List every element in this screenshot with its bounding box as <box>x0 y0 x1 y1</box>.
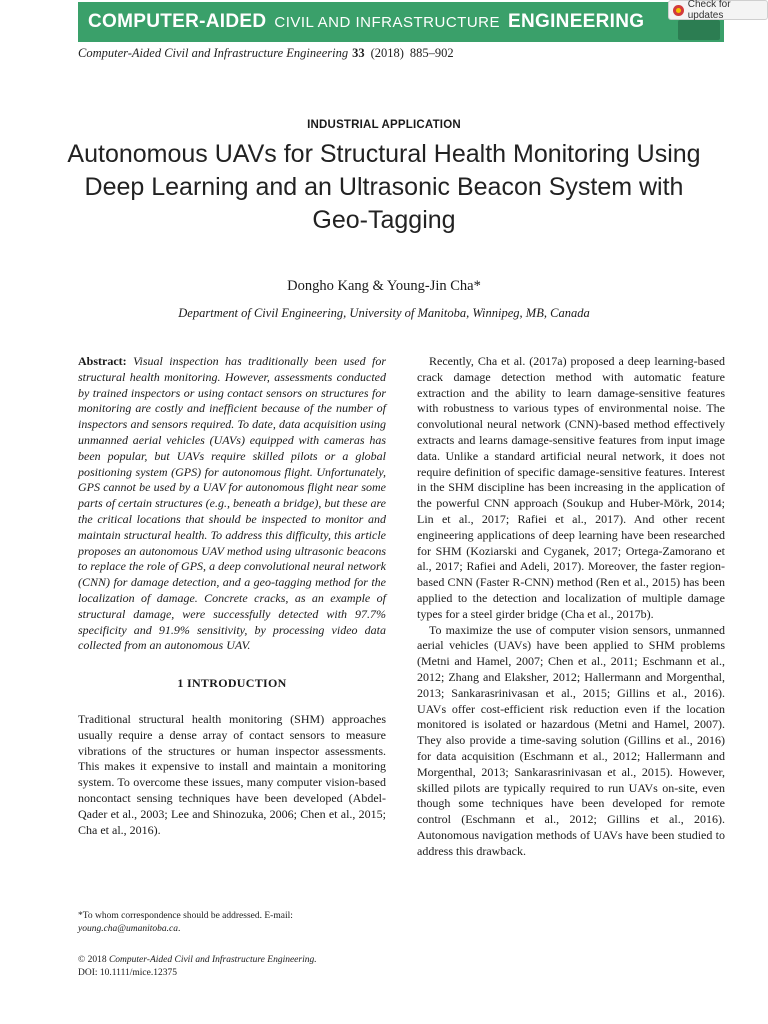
footnote-text: *To whom correspondence should be addressed. E-mail: <box>78 911 293 921</box>
correspondence-email[interactable]: young.cha@umanitoba.ca <box>78 924 179 934</box>
copyright-block <box>78 954 398 980</box>
banner-title-part2: CIVIL AND INFRASTRUCTURE <box>274 13 501 31</box>
doi-line[interactable]: DOI: 10.1111/mice.12375 <box>78 968 177 978</box>
journal-pages: 885–902 <box>409 46 454 60</box>
right-column <box>417 354 725 860</box>
check-updates-label: Check for updates <box>687 0 731 21</box>
article-type: INDUSTRIAL APPLICATION <box>307 119 461 131</box>
copyright-prefix: © 2018 <box>78 955 107 965</box>
body-paragraph-2: To maximize the use of computer vision sensors, unmanned aerial vehicles (UAVs) have been applied to SHM problems (Metni and Hamel, 2007; Chen et al., 2011; Eschmann et al., 2012; Zhang and Elaksher, 2012; Hallermann and Morgenthal, 2013; Sankarasrinivasan et al., 2015; Gillins et al., 2016). UAVs offer cost-efficient risk reduction even if the location monitored is isolated or hazardous (Metni and Hamel, 2007). They also provide a time-saving solution (Gillins et al., 2016) for data acquisition (Eschmann et al., 2012; Hallermann and Morgenthal, 2013; Sankarasrinivasan et al., 2015). However, skilled pilots are typically required to run UAVs on-site, even though some techniques have been developed for remote control (Eschmann et al., 2012; Gillins et al., 2016). Autonomous navigation methods of UAVs have been studied to address this drawback. <box>417 622 725 858</box>
banner-title-part3: ENGINEERING <box>508 11 645 32</box>
intro-paragraph: Traditional structural health monitoring (SHM) approaches usually require a dense array of contact sensors to measure vibrations of the structures or human inspector assessments. This makes it expensive to install and maintain a monitoring system. To overcome these issues, many computer vision-based noncontact sensing techniques have been developed (Abdel-Qader et al., 2003; Lee and Shinozuka, 2006; Chen et al., 2015; Cha et al., 2016). <box>78 711 386 837</box>
banner-title-part1: COMPUTER-AIDED <box>88 11 267 32</box>
copyright-line <box>78 954 398 967</box>
left-column <box>78 354 386 838</box>
journal-name: Computer-Aided Civil and Infrastructure Engineering <box>78 46 349 60</box>
abstract-body: Visual inspection has traditionally been used for structural health monitoring. However, assessments conducted by trained inspectors or using contact sensors on structures for monitoring are costly and inefficient because of the number of inspectors and sensors required. To date, data acquisition using unmanned aerial vehicles (UAVs) equipped with cameras has been popular, but UAVs require skilled pilots or a global positioning system (GPS) for autonomous flight. Unfortunately, GPS cannot be used by a UAV for autonomous flight near some parts of certain structures (e.g., beneath a bridge), but these are the critical locations that should be inspected to monitor and maintain structural health. To address this difficulty, this article proposes an autonomous UAV method using ultrasonic beacons to replace the role of GPS, a deep convolutional neural network (CNN) for damage detection, and a geo-tagging method for the localization of damage. Concrete cracks, as an example of structural damage, were successfully detected with 97.7% specificity and 91.9% sensitivity, by processing video data collected from an autonomous UAV. <box>78 354 386 653</box>
journal-year: (2018) <box>370 46 404 60</box>
journal-volume: 33 <box>352 46 365 60</box>
journal-banner <box>78 2 724 42</box>
crossmark-icon <box>673 5 684 16</box>
body-paragraph-1: Recently, Cha et al. (2017a) proposed a deep learning-based crack damage detection method with automatic feature extraction and the ability to learn damage-sensitive features with robustness to various types of environmental noise. The convolutional neural network (CNN)-based method effectively extracts and learns damage-sensitive features from input image data. Unlike a standard artificial neural network, it does not require definition of specific damage-sensitive features. Interest in the SHM discipline has been increasing in the application of the powerful CNN approach (Soukup and Huber-Mörk, 2014; Lin et al., 2017; Rafiei et al., 2017). And other recent engineering applications of deep learning have been researched for SHM (Koziarski and Cyganek, 2017; Ortega-Zamorano et al., 2017; Rafiei and Adeli, 2017). Moreover, the faster region-based CNN (Faster R-CNN) method (Ren et al., 2015) has been applied to the detection and localization of multiple damage types for a steel girder bridge (Cha et al., 2017b). <box>417 354 725 621</box>
affiliation: Department of Civil Engineering, University of Manitoba, Winnipeg, MB, Canada <box>178 306 590 320</box>
correspondence-footnote <box>78 910 386 936</box>
journal-citation <box>78 46 454 61</box>
abstract-label: Abstract: <box>78 354 127 368</box>
article-title: Autonomous UAVs for Structural Health Monitoring Using Deep Learning and an Ultrasonic Beacon System with Geo-Tagging <box>67 140 701 234</box>
copyright-journal: Computer-Aided Civil and Infrastructure Engineering. <box>108 955 317 965</box>
check-updates-button[interactable] <box>668 0 768 20</box>
journal-logo <box>678 20 720 40</box>
footnote-end: . <box>178 924 181 934</box>
authors: Dongho Kang & Young-Jin Cha* <box>287 278 481 294</box>
abstract <box>78 354 386 654</box>
section-heading-introduction: 1 INTRODUCTION <box>177 676 287 691</box>
